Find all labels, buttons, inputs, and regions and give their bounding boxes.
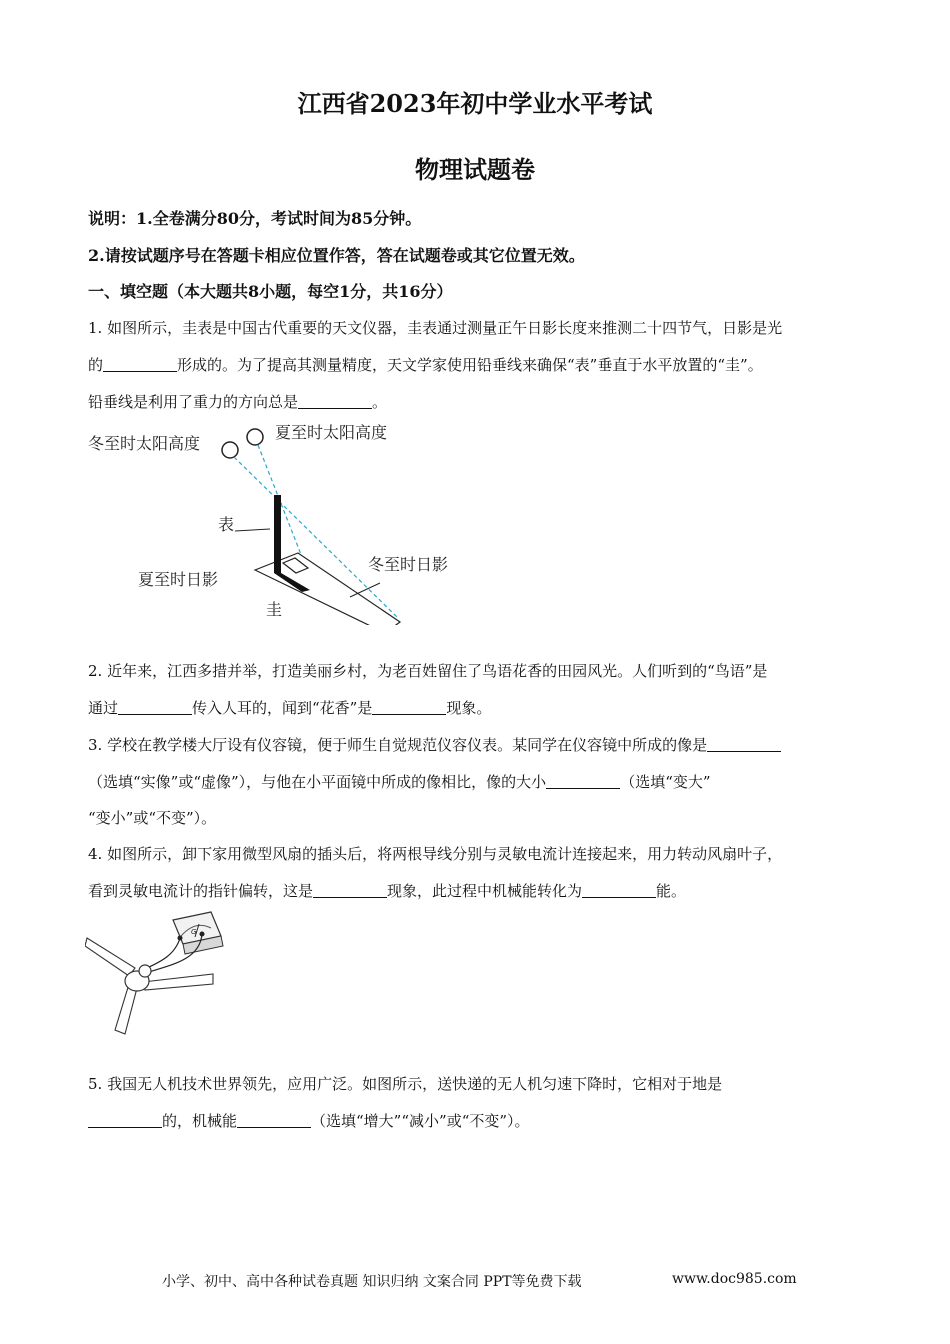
q1-line-1: 1. 如图所示，圭表是中国古代重要的天文仪器，圭表通过测量正午日影长度来推测二十四节气，日影是光 <box>88 319 783 337</box>
label-biao: 表 <box>218 515 235 534</box>
q5-text: 的，机械能 <box>162 1112 238 1130</box>
answer-blank[interactable] <box>707 737 781 752</box>
label-gui: 圭 <box>266 600 283 619</box>
q3-line-3: “变小”或“不变”）。 <box>88 809 217 827</box>
q1-line-2 <box>88 354 763 375</box>
label-winter-shadow: 冬至时日影 <box>368 555 449 574</box>
label-winter-sun: 冬至时太阳高度 <box>88 434 201 453</box>
exam-subtitle: 物理试题卷 <box>415 155 535 184</box>
gnomon-figure <box>80 415 500 625</box>
q4-line-2 <box>88 880 686 901</box>
q2-text: 传入人耳的，闻到“花香”是 <box>192 699 373 717</box>
label-summer-sun: 夏至时太阳高度 <box>275 423 388 442</box>
instruction-line-2: 2.请按试题序号在答题卡相应位置作答，答在试题卷或其它位置无效。 <box>88 246 585 265</box>
q1-text: 铅垂线是利用了重力的方向总是 <box>88 393 299 411</box>
q2-line-1: 2. 近年来，江西多措并举，打造美丽乡村，为老百姓留住了鸟语花香的田园风光。人们听到的“鸟语”是 <box>88 662 768 680</box>
answer-blank[interactable] <box>298 394 372 409</box>
meter-label: G <box>191 928 197 936</box>
exam-title: 江西省2023年初中学业水平考试 <box>297 89 653 118</box>
q2-text: 通过 <box>88 699 119 717</box>
q1-line-3 <box>88 391 387 412</box>
biao-pole <box>274 495 281 573</box>
q3-line-2 <box>88 771 711 792</box>
q3-line-1 <box>88 734 781 755</box>
fan-blade-icon <box>85 938 135 976</box>
fan-blade-icon <box>143 974 213 990</box>
footer-text: 小学、初中、高中各种试卷真题 知识归纳 文案合同 PPT等免费下载 <box>162 1274 582 1290</box>
biao-pointer <box>235 529 270 531</box>
q2-text: 现象。 <box>446 699 492 717</box>
winter-sun-icon <box>222 442 238 458</box>
label-summer-shadow: 夏至时日影 <box>138 570 219 589</box>
q5-line-1: 5. 我国无人机技术世界领先，应用广泛。如图所示，送快递的无人机匀速下降时，它相对于地是 <box>88 1075 723 1093</box>
answer-blank[interactable] <box>372 700 446 715</box>
q5-line-2 <box>88 1110 530 1131</box>
q3-text: （选填“实像”或“虚像”），与他在小平面镜中所成的像相比，像的大小 <box>88 773 547 791</box>
fan-galvanometer-figure <box>85 910 235 1038</box>
answer-blank[interactable] <box>313 883 387 898</box>
answer-blank[interactable] <box>118 700 192 715</box>
footer-url[interactable]: www.doc985.com <box>672 1271 797 1287</box>
q3-text: （选填“变大” <box>620 773 711 791</box>
q1-text: 。 <box>372 393 388 411</box>
q1-text: 的 <box>88 356 104 374</box>
q2-line-2 <box>88 697 491 718</box>
fan-motor-icon <box>139 965 151 977</box>
summer-sun-icon <box>247 429 263 445</box>
q4-text: 看到灵敏电流计的指针偏转，这是 <box>88 882 314 900</box>
answer-blank[interactable] <box>582 883 656 898</box>
answer-blank[interactable] <box>546 774 620 789</box>
q5-text: （选填“增大”“减小”或“不变”）。 <box>311 1112 530 1130</box>
q4-text: 现象，此过程中机械能转化为 <box>387 882 583 900</box>
instruction-line-1: 说明：1.全卷满分80分，考试时间为85分钟。 <box>88 209 422 228</box>
answer-blank[interactable] <box>237 1113 311 1128</box>
section-heading: 一、填空题（本大题共8小题，每空1分，共16分） <box>88 282 453 301</box>
q3-text: 3. 学校在教学楼大厅设有仪容镜，便于师生自觉规范仪容仪表。某同学在仪容镜中所成的像是 <box>88 736 708 754</box>
answer-blank[interactable] <box>88 1113 162 1128</box>
q4-text: 能。 <box>656 882 687 900</box>
answer-blank[interactable] <box>103 357 177 372</box>
q4-line-1: 4. 如图所示，卸下家用微型风扇的插头后，将两根导线分别与灵敏电流计连接起来，用力转动风扇叶子， <box>88 845 783 863</box>
fan-blade-icon <box>115 984 137 1034</box>
q1-text: 形成的。为了提高其测量精度，天文学家使用铅垂线来确保“表”垂直于水平放置的“圭”。 <box>177 356 763 374</box>
